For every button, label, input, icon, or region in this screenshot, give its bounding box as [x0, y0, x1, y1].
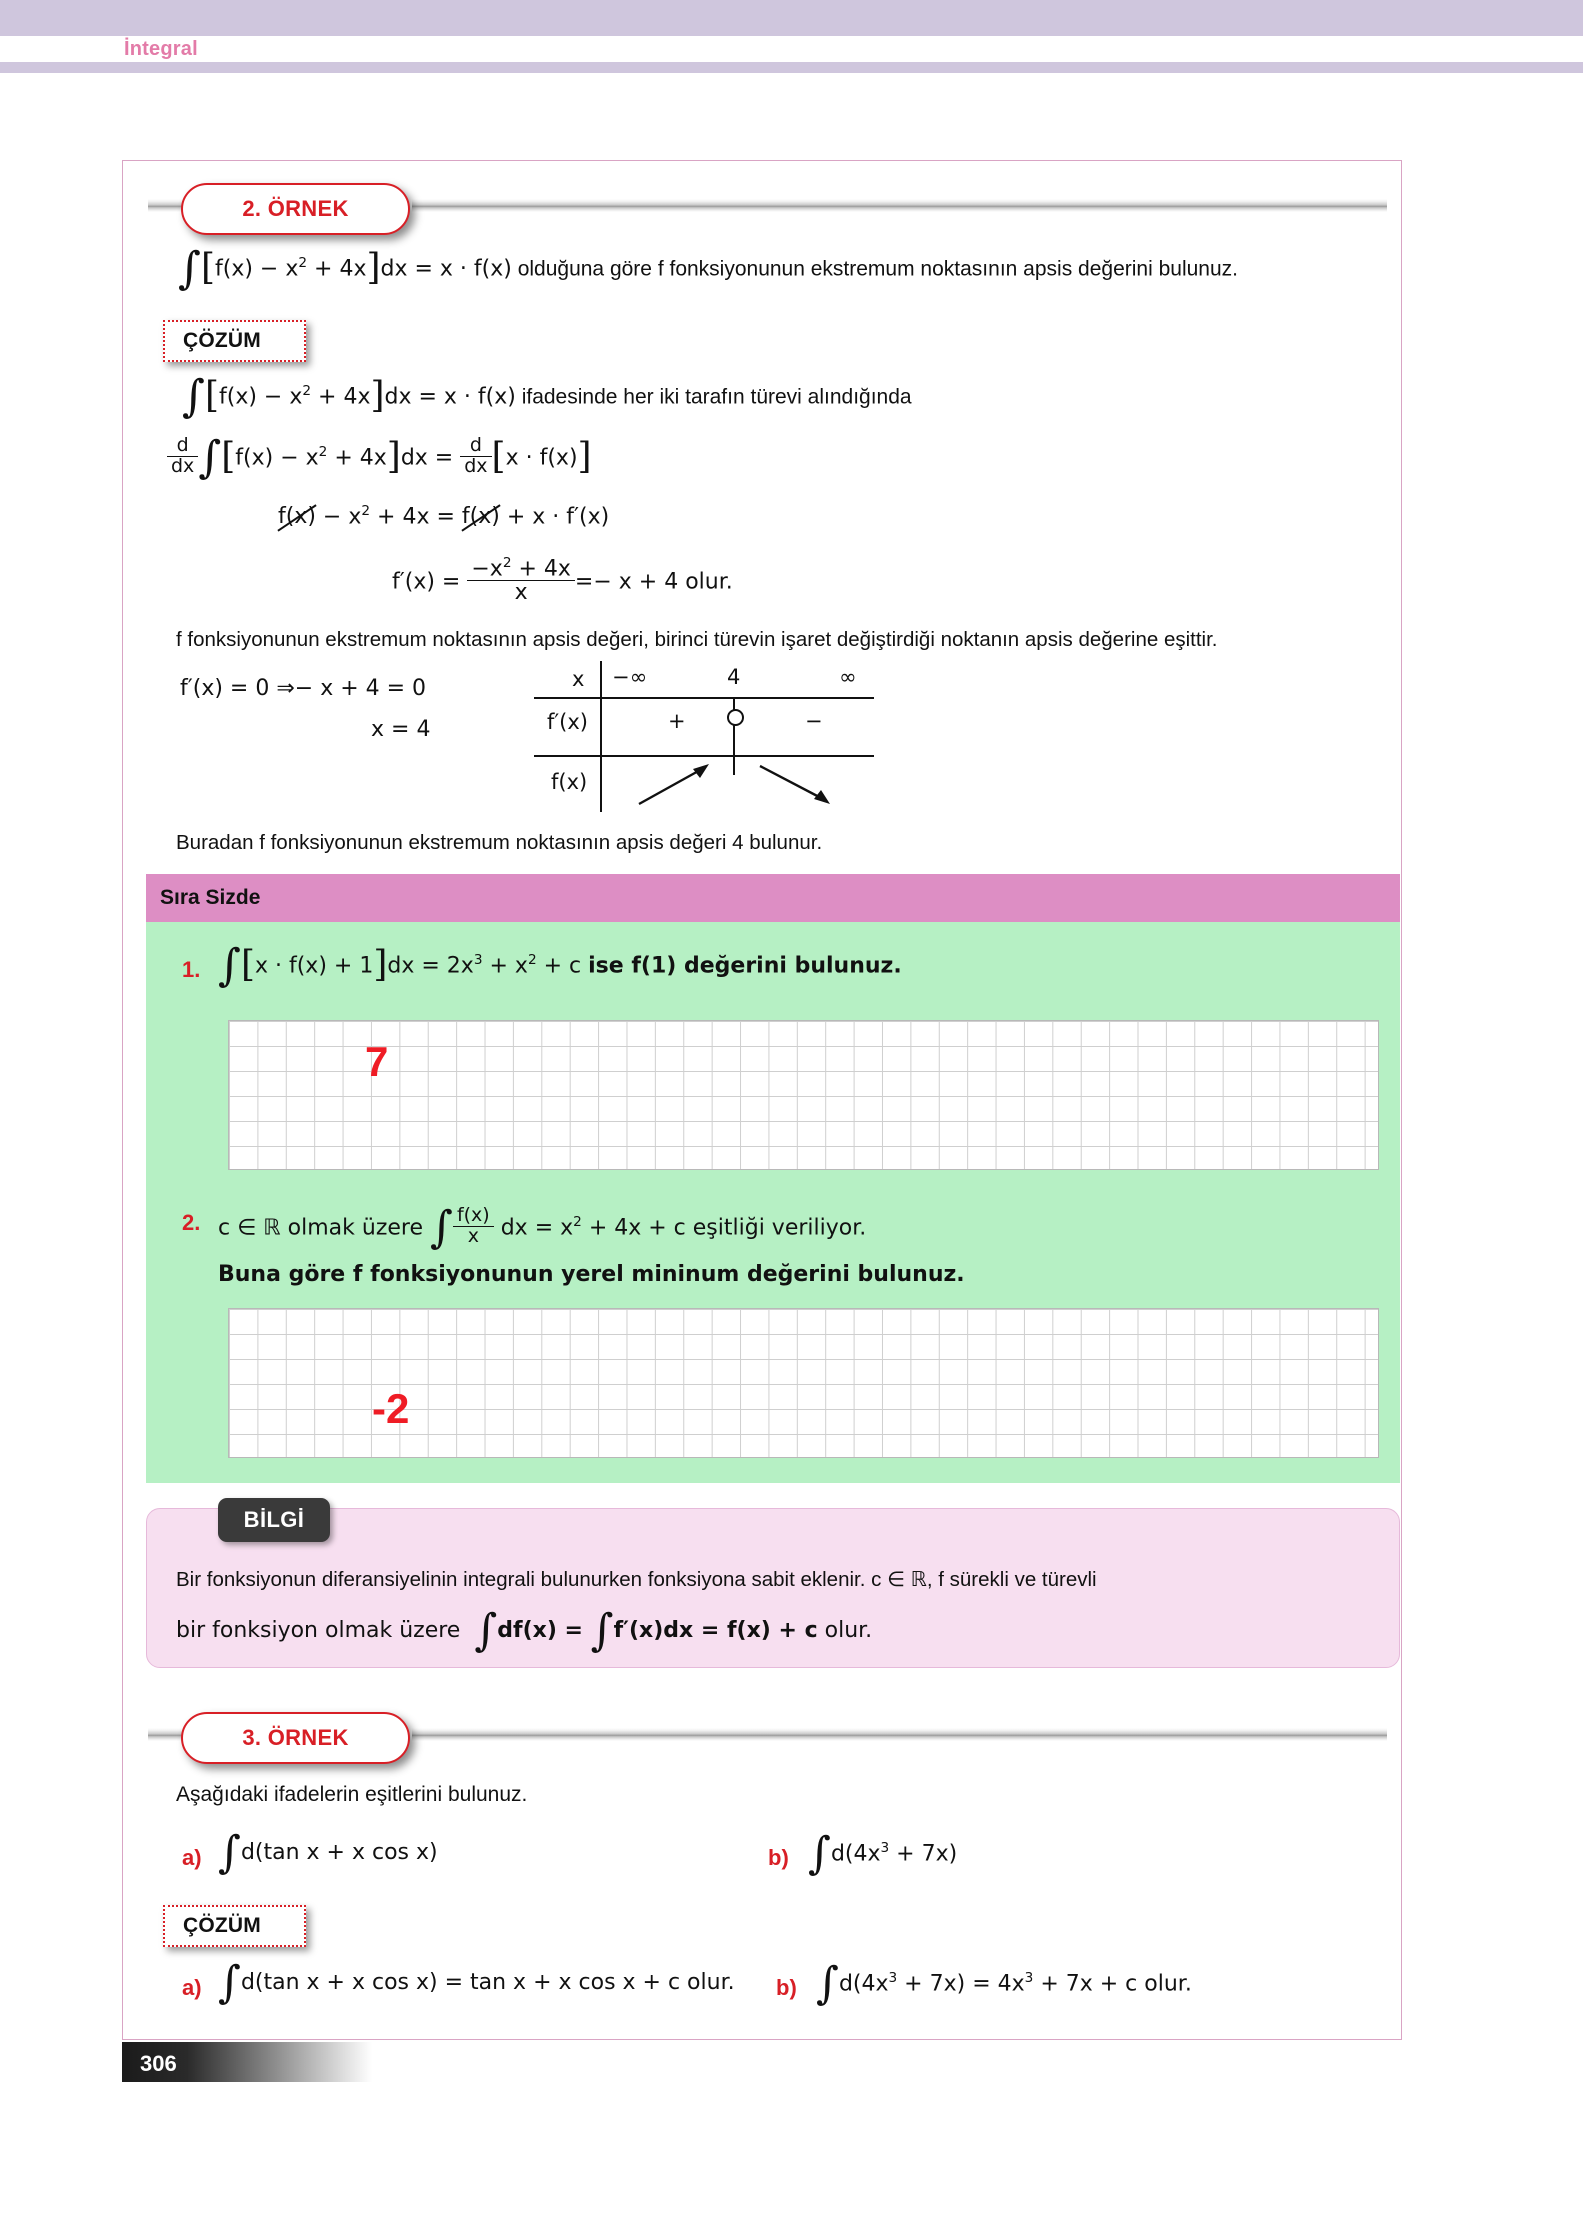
integral-icon: ∫ — [808, 1828, 831, 1880]
increasing-arrow-icon — [636, 760, 712, 808]
question-2-bold-line: Buna göre f fonksiyonunun yerel mininum değerini bulunuz. — [218, 1262, 965, 1287]
question-1-text: $\int[x \cdot f(x) + 1]dx = 2x^3 + x^2 + c$ ise f(1) değerini bulunuz. — [218, 940, 902, 992]
sign-table-x-label: x — [572, 667, 585, 691]
integral-icon: ∫ — [590, 1605, 614, 1656]
sign-table-pos-infinity: ∞ — [839, 665, 857, 689]
example2-question: $\int[f(x) - x^2 + 4x]dx = x \cdot f(x)$ olduğuna göre f fonksiyonunun ekstremum noktasının apsis değerini bulunuz. — [178, 243, 1238, 295]
derivative-fraction: $\frac{-x^2 + 4x}{x}$ — [467, 556, 575, 605]
bilgi-line-1: Bir fonksiyonun diferansiyelinin integrali bulunurken fonksiyona sabit eklenir. c ∈ ℝ, f sürekli ve türevli — [176, 1568, 1097, 1591]
sign-table-plus-sign: + — [668, 709, 686, 733]
sign-table-minus-sign: − — [805, 709, 823, 733]
cancelled-fx-left: f(x) — [278, 504, 316, 530]
sira-sizde-header: Sıra Sizde — [146, 874, 1400, 922]
fx-over-x-fraction: $\frac{f(x)}{x}$ — [453, 1206, 494, 1247]
example3-sol-a-math: ∫d(tan x + x cos x) = tan x + x cos x + c olur. — [218, 1957, 735, 2008]
example3-solution-label: ÇÖZÜM — [163, 1905, 306, 1947]
example2-step2: $\frac{d}{dx}$ $\int[f(x) - x^2 + 4x]dx$ = $\frac{d}{dx}$ [x · f(x)] — [167, 438, 592, 479]
sign-table-vline-left — [600, 661, 602, 812]
integral-icon: ∫ — [218, 1957, 241, 2008]
example3-sol-b-label: b) — [776, 1975, 797, 2000]
cancelled-fx-right: f(x) — [461, 504, 500, 530]
question-2-number: 2. — [182, 1210, 201, 1235]
answer-grid-1[interactable] — [228, 1020, 1379, 1170]
example2-step3: $f(x) - x^2 + 4x = f(x) + x \cdot f'(x)$ — [278, 503, 610, 530]
header-band-bottom — [0, 62, 1583, 73]
example3-sol-a-label: a) — [182, 1975, 202, 2000]
example3-a-math: ∫d(tan x + x cos x) — [218, 1827, 438, 1878]
sign-table-zero-circle-icon — [727, 709, 744, 726]
example2-rail-right — [412, 199, 1387, 212]
page-number: 306 — [140, 2051, 177, 2076]
integral-icon: ∫ — [816, 1958, 839, 2010]
bilgi-line-2: bir fonksiyon olmak üzere ∫df(x) = ∫f′(x)dx = f(x) + c olur. — [176, 1605, 873, 1656]
example2-step4: f′(x) = $\frac{-x^2 + 4x}{x}$ =− x + 4 olur. — [392, 555, 733, 606]
integral-icon: ∫ — [198, 432, 222, 484]
example2-pill: 2. ÖRNEK — [181, 183, 410, 235]
example2-solution-label: ÇÖZÜM — [163, 320, 306, 362]
integral-icon: ∫ — [178, 243, 201, 295]
sign-table-hline-1 — [534, 697, 874, 699]
sign-table-f-label: f(x) — [551, 770, 588, 794]
example3-a-label: a) — [182, 1845, 202, 1870]
question-2-text: c ∈ ℝ olmak üzere ∫ $\frac{f(x)}{x}$ dx = $x^2 + 4x + c$ eşitliği veriliyor. — [218, 1202, 867, 1254]
bilgi-tab: BİLGİ — [218, 1498, 330, 1542]
header-white-strip — [0, 36, 1583, 62]
example2-step1: $\int[f(x) - x^2 + 4x]dx = x \cdot f(x)$ ifadesinde her iki tarafın türevi alındığında — [182, 371, 912, 423]
example3-sol-b-math: $\int d(4x^3 + 7x) = 4x^3 + 7x + c$ olur. — [816, 1958, 1192, 2010]
example3-rail-right — [412, 1728, 1387, 1741]
integral-icon: ∫ — [430, 1202, 453, 1254]
d-dx-fraction-left: $\frac{d}{dx}$ — [167, 436, 198, 477]
answer-grid-2[interactable] — [228, 1308, 1379, 1458]
example3-pill: 3. ÖRNEK — [181, 1712, 410, 1764]
integral-icon: ∫ — [218, 1827, 241, 1878]
decreasing-arrow-icon — [757, 760, 833, 808]
integral-icon: ∫ — [474, 1605, 498, 1656]
sign-table-fprime-label: f′(x) — [547, 710, 588, 734]
example3-b-math: $\int d(4x^3 + 7x)$ — [808, 1828, 958, 1880]
integral-icon: ∫ — [182, 371, 205, 423]
header-band-top — [0, 0, 1583, 36]
question-1-number: 1. — [182, 957, 201, 982]
answer-1-value: 7 — [365, 1038, 389, 1085]
chapter-title: İntegral — [124, 38, 198, 60]
d-dx-fraction-right: $\frac{d}{dx}$ — [460, 436, 491, 477]
example2-eq-line1: f′(x) = 0 ⇒− x + 4 = 0 — [180, 676, 427, 701]
example3-intro: Aşağıdaki ifadelerin eşitlerini bulunuz. — [176, 1783, 528, 1806]
sign-table-neg-infinity: −∞ — [612, 665, 648, 689]
example3-b-label: b) — [768, 1845, 789, 1870]
sign-table-hline-2 — [534, 755, 874, 757]
answer-2-value: -2 — [372, 1385, 410, 1432]
example2-note: f fonksiyonunun ekstremum noktasının apsis değeri, birinci türevin işaret değiştirdiği noktanın apsis değerine eşittir. — [176, 628, 1218, 651]
integral-icon: ∫ — [218, 940, 241, 992]
example2-eq-line2: x = 4 — [371, 717, 431, 742]
example2-conclusion: Buradan f fonksiyonunun ekstremum noktasının apsis değeri 4 bulunur. — [176, 831, 823, 854]
sign-table-critical-point: 4 — [727, 665, 741, 689]
